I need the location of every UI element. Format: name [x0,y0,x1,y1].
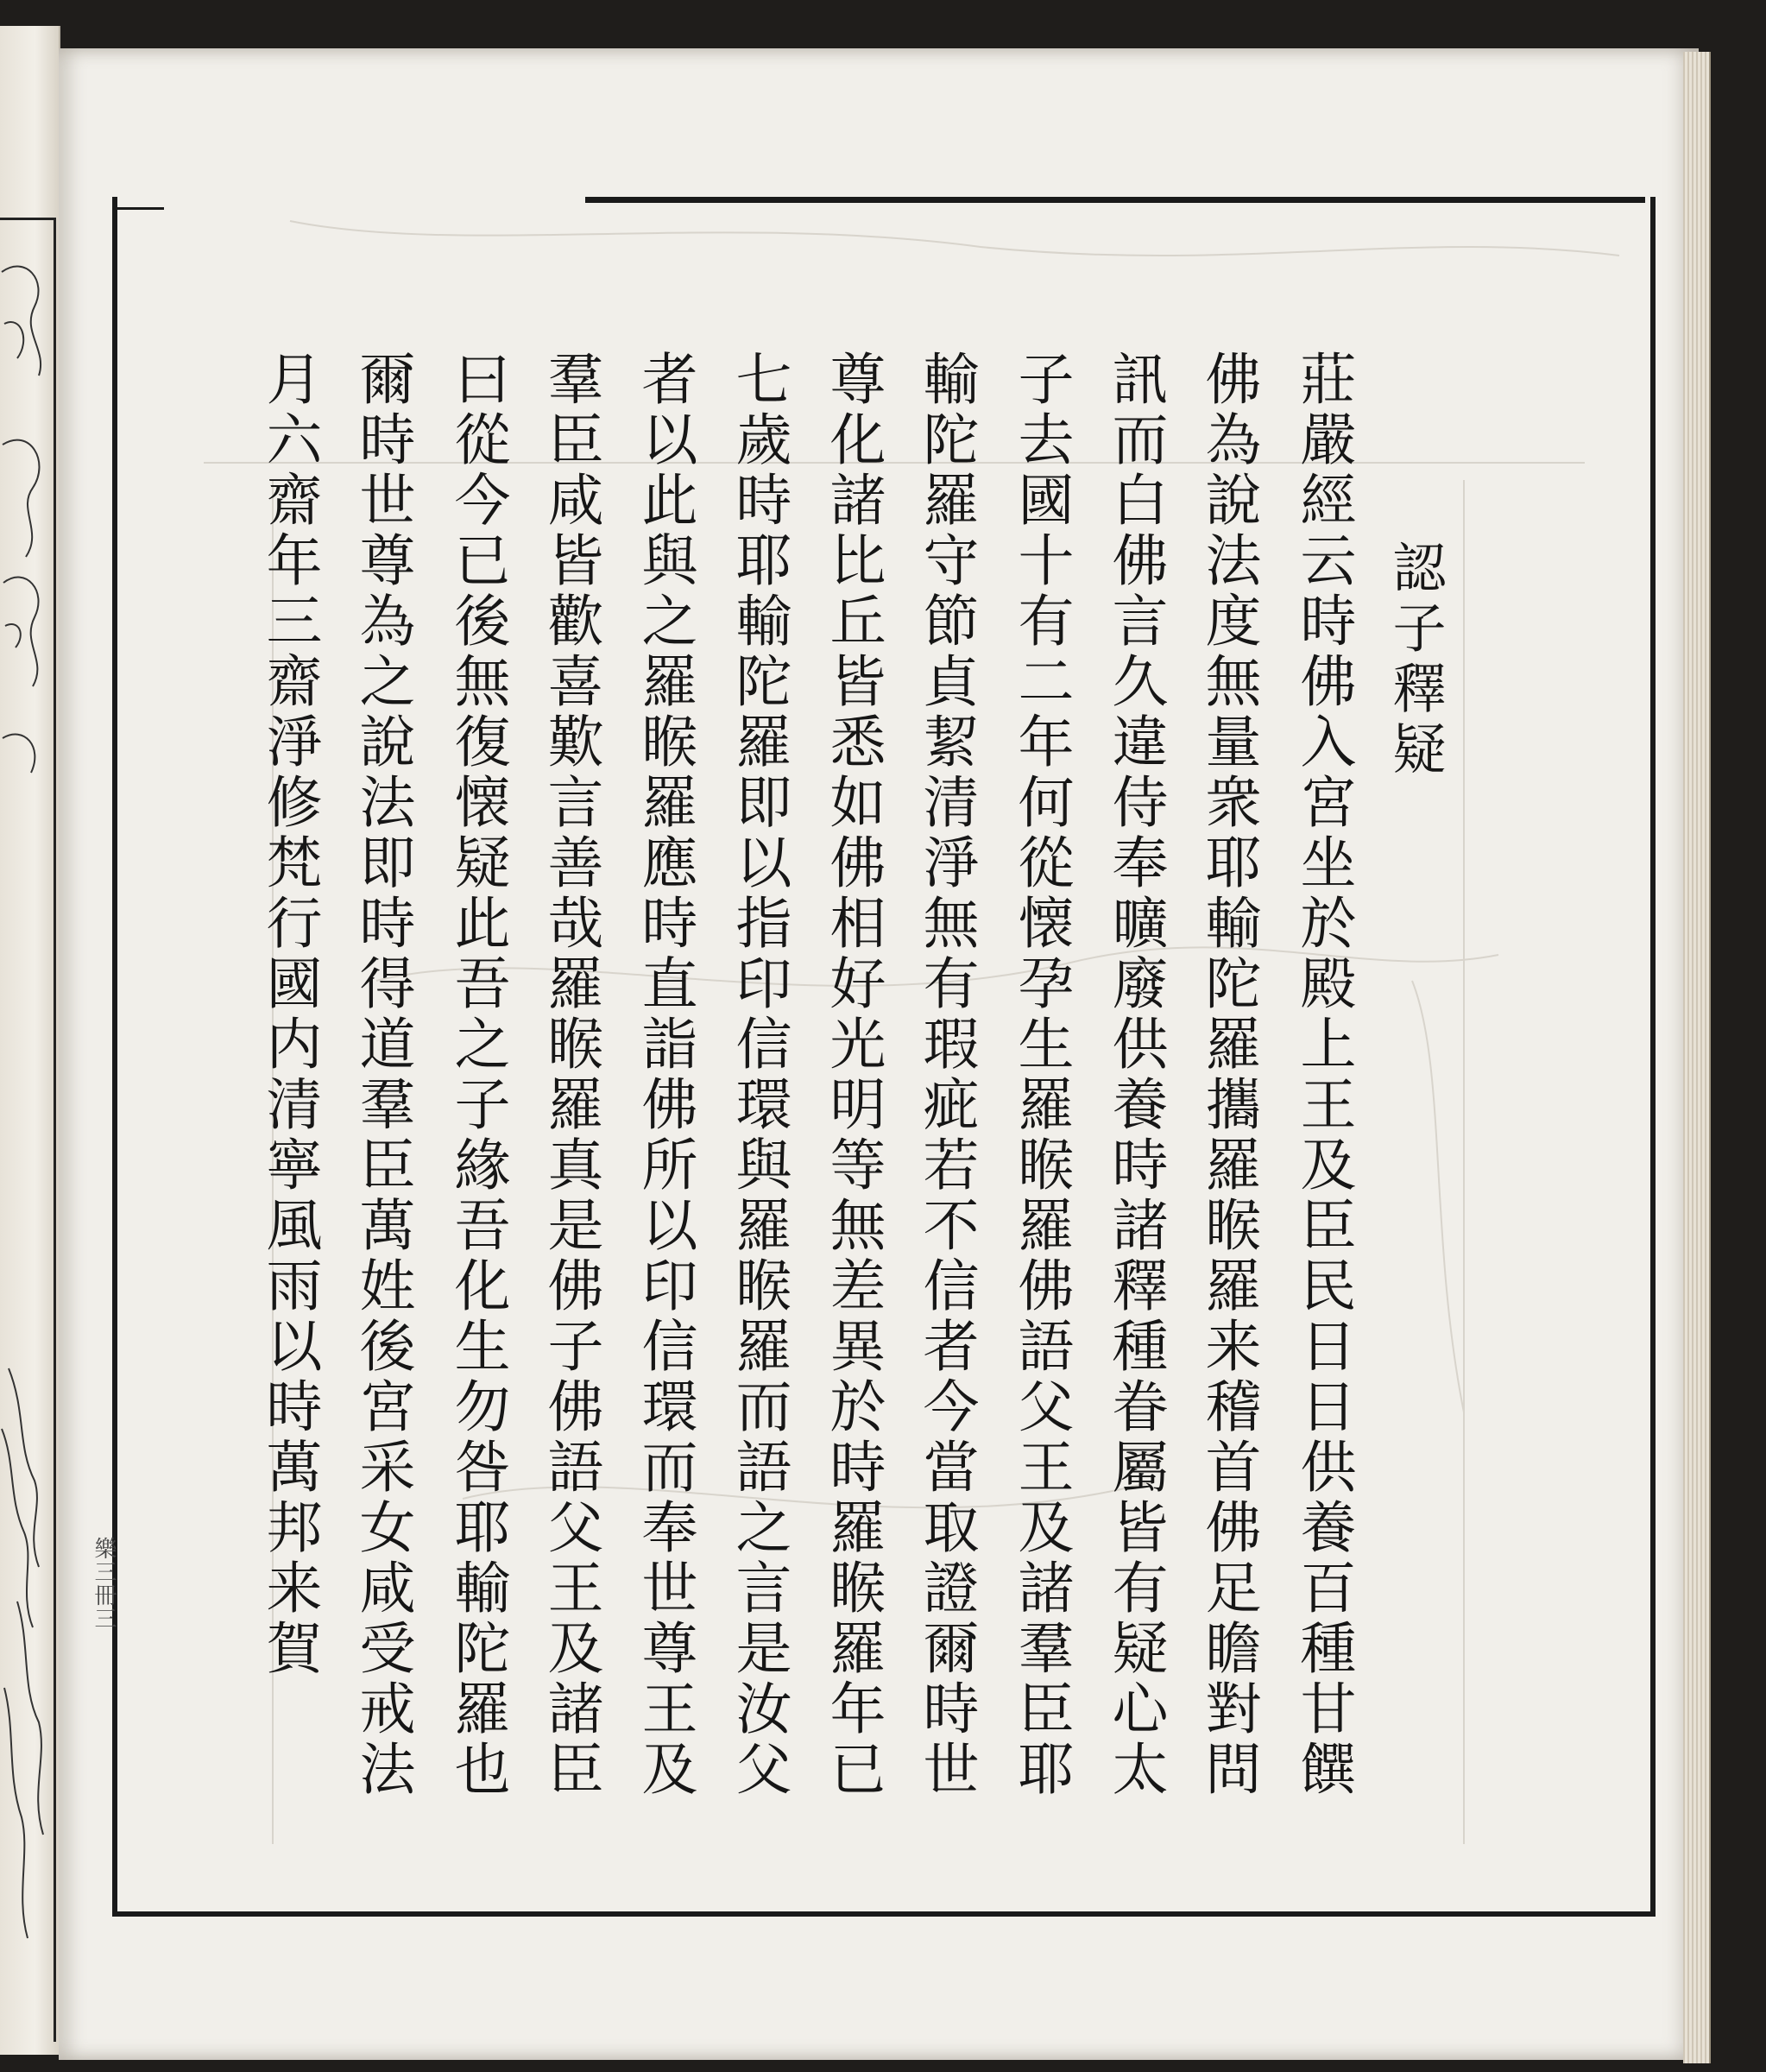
text-column-1: 莊嚴經云時佛入宮坐於殿上王及臣民日日供養百種甘饌 [1290,350,1355,1800]
text-column-10: 曰從今已後無復懐疑此吾之子緣吾化生勿咎耶輸陀羅也 [445,350,509,1800]
text-column-2: 佛為說法度無量衆耶輸陀羅攜羅睺羅来稽首佛足瞻對問 [1195,350,1260,1800]
text-column-8: 者以此與之羅睺羅應時直詣佛所以印信環而奉世尊王及 [632,350,697,1800]
text-column-5: 輸陀羅守節貞絜清淨無有瑕疵若不信者今當取證爾時世 [913,350,978,1800]
text-column-7: 七歲時耶輸陀羅即以指印信環與羅睺羅而語之言是汝父 [726,350,791,1800]
margin-folio-note: 樂三冊三 [91,1537,117,1630]
page-stack-edge [1683,52,1711,2063]
frame-top-left-rule [112,207,164,210]
text-column-9: 羣臣咸皆歡喜歎言善哉羅睺羅真是佛子佛語父王及諸臣 [538,350,602,1800]
text-column-6: 尊化諸比丘皆悉如佛相好光明等無差異於時羅睺羅年已 [820,350,885,1800]
text-column-12: 月六齋年三齋淨修梵行國内清寧風雨以時萬邦来賀 [256,350,321,1679]
frame-top-rule [585,197,1645,203]
text-column-11: 爾時世尊為之說法即時得道羣臣萬姓後宮采女咸受戒法 [350,350,414,1800]
frame-gap [121,1148,126,1183]
cloud-illustration-fragment [0,218,56,2042]
document-title: 認子釋疑 [1384,540,1447,781]
facing-page-edge [0,26,60,2055]
text-column-4: 子去國十有二年何從懐孕生羅睺羅佛語父王及諸羣臣耶 [1008,350,1073,1800]
text-column-3: 訊而白佛言久違侍奉曠廢供養時諸釋種眷屬皆有疑心太 [1102,350,1167,1800]
